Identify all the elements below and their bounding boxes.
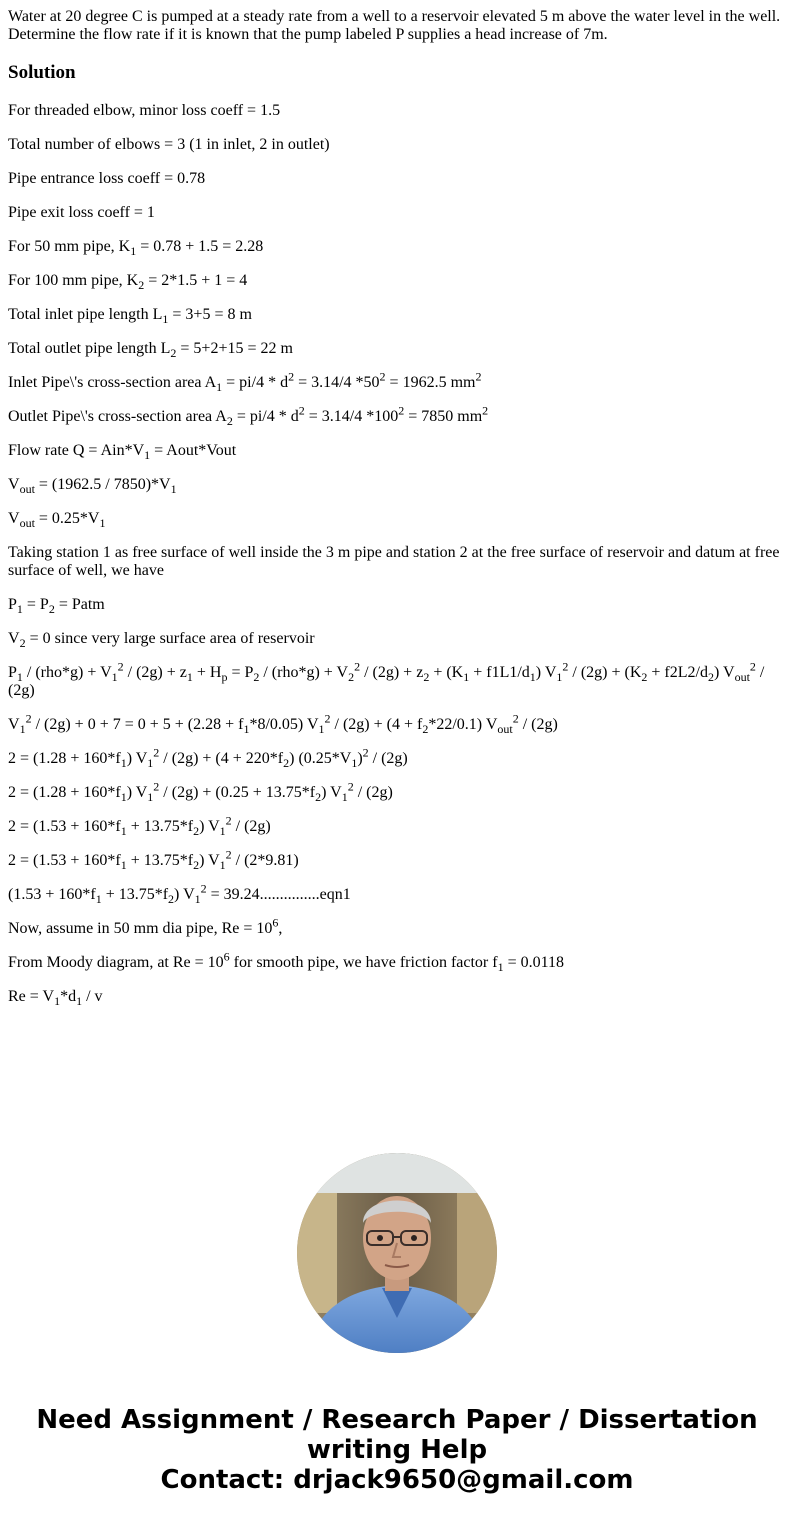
promo-line: writing Help	[306, 1435, 488, 1465]
text-line: Outlet Pipe\'s cross-section area $A_2 = pi/4 * d^2 = 3.14/4$ $*100^2 = 7850$ $mm^2$	[8, 403, 489, 429]
text-line: Flow rate $Q = Ain*V_1$ = Aout*Vout	[8, 442, 237, 463]
text-line: Taking station 1 as free surface of well inside the 3 m pipe and station 2 at the free surface of reservoir and datum at free surface of well, we have	[8, 544, 780, 579]
promo-text	[0, 1405, 794, 1495]
text-line: Total inlet pipe length $L_1 = 3+5 = 8$ m	[8, 306, 252, 327]
text-line: Total number of elbows = 3 (1 in inlet, 2 in outlet)	[8, 136, 330, 153]
text-line: $P_1 = P_2$ = Patm	[8, 596, 105, 617]
equation-line: $2 = (1.28 + 160*f_1)$ $V_1^2 / (2g) + (4 + 220*f_2)$ $(0.25*V_1)^2 / (2g)$	[8, 745, 408, 771]
text-line: Total outlet pipe length $L_2 = 5+2+15 = 22$ m	[8, 340, 293, 361]
promo-line: Need Assignment / Research Paper / Dissertation	[36, 1405, 758, 1435]
text-line: $V_{out} = (1962.5 / 7850)*V_1$	[8, 476, 177, 497]
equation-line: $2 = (1.28 + 160*f_1)$ $V_1^2 / (2g) + (0.25 + 13.75*f_2)$ $V_1^2 / (2g)$	[8, 779, 393, 805]
text-line: $V_2 = 0$ since very large surface area of reservoir	[8, 630, 315, 651]
text-line: $V_{out} = 0.25*V_1$	[8, 510, 106, 531]
equation-line: $2 = (1.53 + 160*f_1 + 13.75*f_2)$ $V_1^2 / (2*9.81)$	[8, 847, 299, 873]
promo-contact[interactable]: Contact: drjack9650@gmail.com	[160, 1465, 634, 1495]
solution-heading: Solution	[8, 62, 76, 83]
author-avatar	[297, 1153, 497, 1353]
equation-line: $2 = (1.53 + 160*f_1 + 13.75*f_2)$ $V_1^2 / (2g)$	[8, 813, 271, 839]
text-line: Pipe entrance loss coeff = 0.78	[8, 170, 206, 187]
text-line: For 50 mm pipe, $K_1 = 0.78 + 1.5 = 2.28$	[8, 238, 264, 259]
equation-line: $V_1^2 / (2g) + 0 + 7 = 0 + 5 + (2.28 + f_1*8/0.05)$ $V_1^2 / (2g) + (4 + f_2*22/0.1)$ $V_{out}^2 / (2g)$	[8, 711, 558, 737]
solution-document	[8, 0, 786, 1124]
text-line: From Moody diagram, at $Re = 10^6$ for smooth pipe, we have friction factor $f_1 = 0.0118$	[8, 949, 565, 975]
equation-line: $P_1 / (rho*g) + V_1^2 / (2g) + z_1 + H_p = P_2 / (rho*g) + V_2^2 / (2g) + z_2 + (K_1 + f1L1/d_1)$ $V_1^2 / (2g) + (K_2 + f2L2/d_2)$ $V_{out}^2 / (2g)$	[8, 659, 765, 699]
equation-line: $Re = V_1*d_1 / v$	[8, 988, 103, 1009]
author-photo	[297, 1153, 497, 1353]
text-line: Now, assume in 50 mm dia pipe, $Re = 10^6$,	[8, 915, 283, 937]
equation-line: $(1.53 + 160*f_1 + 13.75*f_2)$ $V_1^2 = 39.24...............eqn1$	[8, 881, 351, 907]
text-line: For 100 mm pipe, $K_2 = 2*1.5 + 1 = 4$	[8, 272, 248, 293]
promo-banner	[0, 1124, 794, 1523]
text-line: Inlet Pipe\'s cross-section area $A_1 = pi/4 * d^2 = 3.14/4$ $*50^2 = 1962.5$ $mm^2$	[8, 369, 482, 395]
question-text: Water at 20 degree C is pumped at a steady rate from a well to a reservoir elevated 5 m above the water level in the well. Determine the flow rate if it is known that the pump labeled P supplies a head increase of 7m.	[8, 8, 781, 43]
text-line: Pipe exit loss coeff = 1	[8, 204, 155, 221]
text-line: For threaded elbow, minor loss coeff = 1.5	[8, 102, 281, 119]
